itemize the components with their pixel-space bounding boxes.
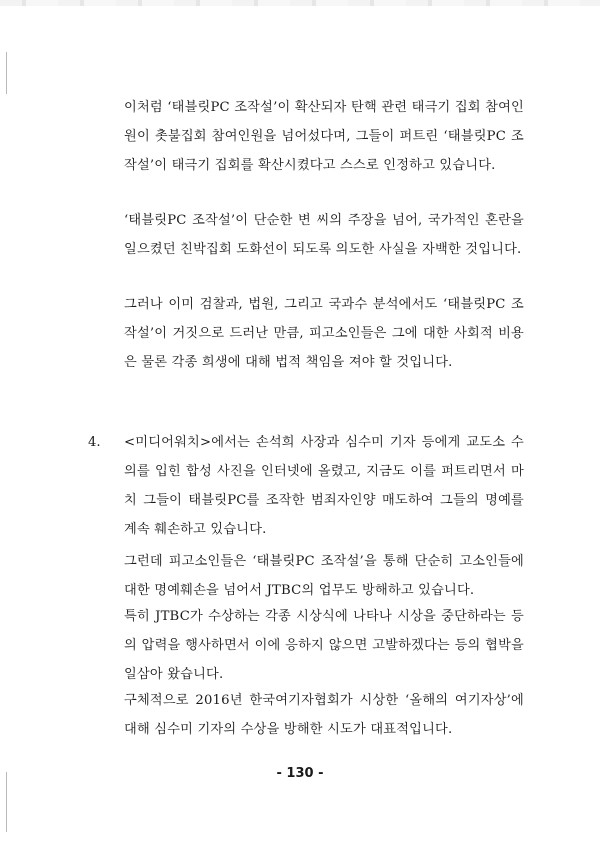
paragraph-business-obstruction: 그런데 피고소인들은 ‘태블릿PC 조작설’을 통해 단순히 고소인들에 대한 명예훼손을 넘어서 JTBC의 업무도 방해하고 있습니다. bbox=[124, 554, 524, 598]
binding-margin-mark bbox=[6, 52, 7, 94]
paragraph-award-pressure: 특히 JTBC가 수상하는 각종 시상식에 나타나 시상을 중단하라는 등의 압력을 행사하면서 이에 응하지 않으면 고발하겠다는 등의 협박을 일삼아 왔습니다. bbox=[124, 609, 524, 682]
page-number: - 130 - bbox=[276, 766, 324, 781]
binding-margin-mark bbox=[6, 772, 7, 832]
scan-edge-artifact bbox=[0, 0, 600, 6]
paragraph-confession: ‘태블릿PC 조작설’이 단순한 변 씨의 주장을 넘어, 국가적인 혼란을 일으켰던 친박집회 도화선이 되도록 의도한 사실을 자백한 것입니다. bbox=[124, 213, 524, 257]
paragraph-mediawatch-photo: <미디어워치>에서는 손석희 사장과 심수미 기자 등에게 교도소 수의를 입힌 합성 사진을 인터넷에 올렸고, 지금도 이를 퍼트리면서 마치 그들이 태블릿PC를 조작한 범죄자인양 매도하여 그들의 명예를 계속 훼손하고 있습니다. bbox=[124, 435, 524, 537]
paragraph-legal-responsibility: 그러나 이미 검찰과, 법원, 그리고 국과수 분석에서도 ‘태블릿PC 조작설’이 거짓으로 드러난 만큼, 피고소인들은 그에 대한 사회적 비용은 물론 각종 희생에 대해 법적 책임을 져야 할 것입니다. bbox=[124, 297, 524, 370]
section-number: 4. bbox=[88, 435, 101, 450]
paragraph-award-example: 구체적으로 2016년 한국여기자협회가 시상한 ‘올해의 여기자상’에 대해 심수미 기자의 수상을 방해한 시도가 대표적입니다. bbox=[124, 693, 524, 737]
paragraph-tablet-spread: 이처럼 ‘태블릿PC 조작설’이 확산되자 탄핵 관련 태극기 집회 참여인원이 촛불집회 참여인원을 넘어섰다며, 그들이 퍼트린 ‘태블릿PC 조작설’이 태극기 집회를 확산시켰다고 스스로 인정하고 있습니다. bbox=[124, 100, 524, 173]
